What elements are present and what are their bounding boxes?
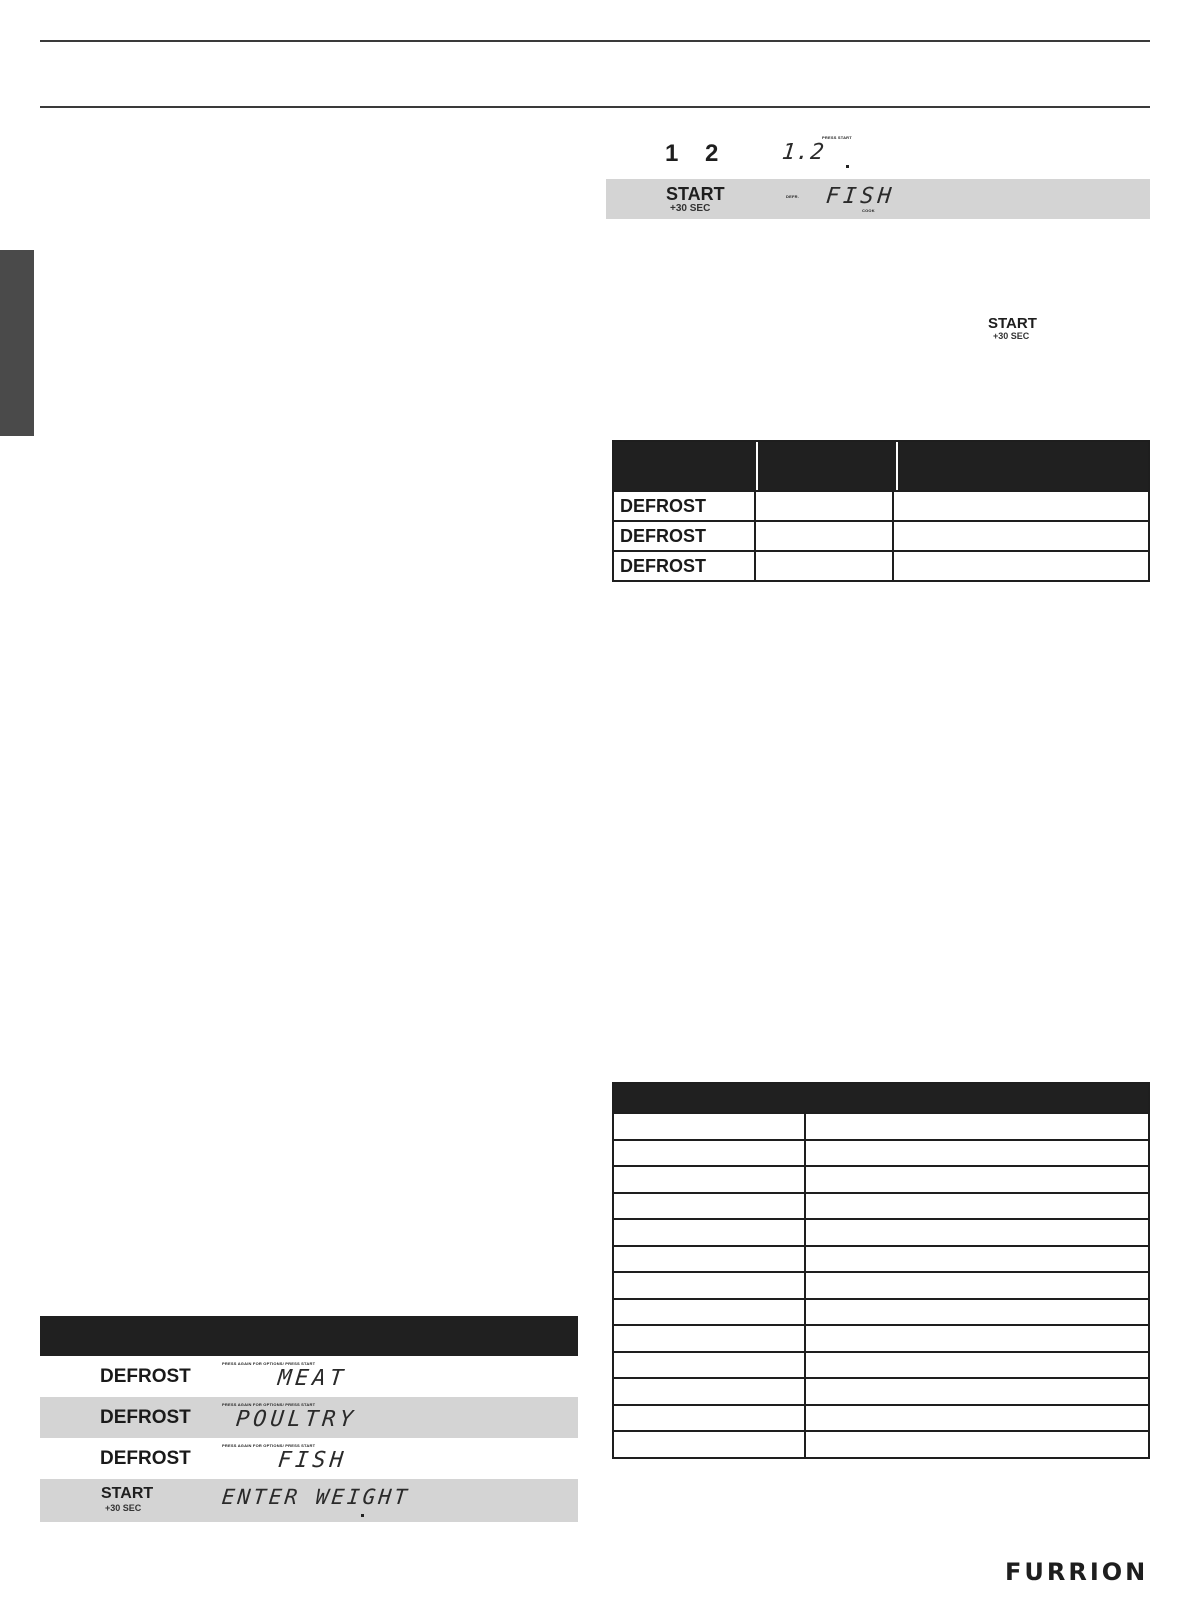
list-item <box>40 1397 578 1438</box>
number-key-1: 1 <box>665 140 679 167</box>
enter-weight-display: ENTER WEIGHT <box>220 1485 411 1509</box>
options-indicator: PRESS AGAIN FOR OPTIONS/ PRESS START <box>222 1402 316 1407</box>
defrost-cell: DEFROST <box>614 492 756 520</box>
list-item <box>40 1438 578 1479</box>
defrost-steps-panel <box>40 1316 578 1522</box>
start-key-left-sub: +30 SEC <box>105 1503 142 1513</box>
weight-display: 1.2 <box>780 140 827 165</box>
meat-display: MEAT <box>276 1366 349 1391</box>
list-item <box>40 1356 578 1397</box>
number-key-2: 2 <box>705 140 719 167</box>
defrost-cell: DEFROST <box>614 522 756 550</box>
table-row <box>614 1218 1148 1245</box>
table-row <box>614 490 1148 520</box>
options-indicator: PRESS AGAIN FOR OPTIONS/ PRESS START <box>222 1361 316 1366</box>
header-bottom-rule <box>40 106 1150 108</box>
defrost-table <box>612 440 1150 582</box>
defrost-key-label: DEFROST <box>100 1448 191 1469</box>
guide-table-header <box>614 1084 1148 1112</box>
table-row <box>614 1271 1148 1298</box>
defrost-table-header <box>614 442 1148 490</box>
defrost-key-label: DEFROST <box>100 1366 191 1387</box>
inline-start-key-sub: +30 SEC <box>993 331 1030 341</box>
table-row <box>614 1298 1148 1325</box>
poultry-display: POULTRY <box>234 1407 359 1432</box>
table-row <box>614 1351 1148 1378</box>
table-row <box>614 1139 1148 1166</box>
table-row <box>614 1377 1148 1404</box>
fish-display-left: FISH <box>276 1448 349 1473</box>
indicator-dot <box>846 165 849 168</box>
cook-indicator: COOK <box>862 208 875 213</box>
table-row <box>614 1430 1148 1457</box>
inline-start-key: START <box>988 315 1037 332</box>
defr-indicator: DEFR. <box>786 194 799 199</box>
start-key-left: START <box>101 1485 154 1502</box>
table-row <box>614 1324 1148 1351</box>
table-row <box>614 1112 1148 1139</box>
table-row <box>614 1404 1148 1431</box>
defrost-key-label: DEFROST <box>100 1407 191 1428</box>
guide-table <box>612 1082 1150 1459</box>
options-indicator: PRESS AGAIN FOR OPTIONS/ PRESS START <box>222 1443 316 1448</box>
top-rule <box>40 40 1150 42</box>
press-start-indicator: PRESS START <box>822 135 852 140</box>
table-row <box>614 550 1148 580</box>
fish-display: FISH <box>824 184 897 209</box>
table-row <box>614 1192 1148 1219</box>
table-row <box>614 1165 1148 1192</box>
indicator-dot <box>361 1514 364 1517</box>
defrost-steps-header <box>40 1316 578 1356</box>
start-key: START <box>666 184 725 204</box>
table-row <box>614 520 1148 550</box>
list-item <box>40 1479 578 1522</box>
furrion-logo: FURRION <box>1005 1558 1149 1586</box>
defrost-cell: DEFROST <box>614 552 756 580</box>
start-key-sub: +30 SEC <box>670 203 711 214</box>
table-row <box>614 1245 1148 1272</box>
side-section-tab <box>0 250 34 436</box>
